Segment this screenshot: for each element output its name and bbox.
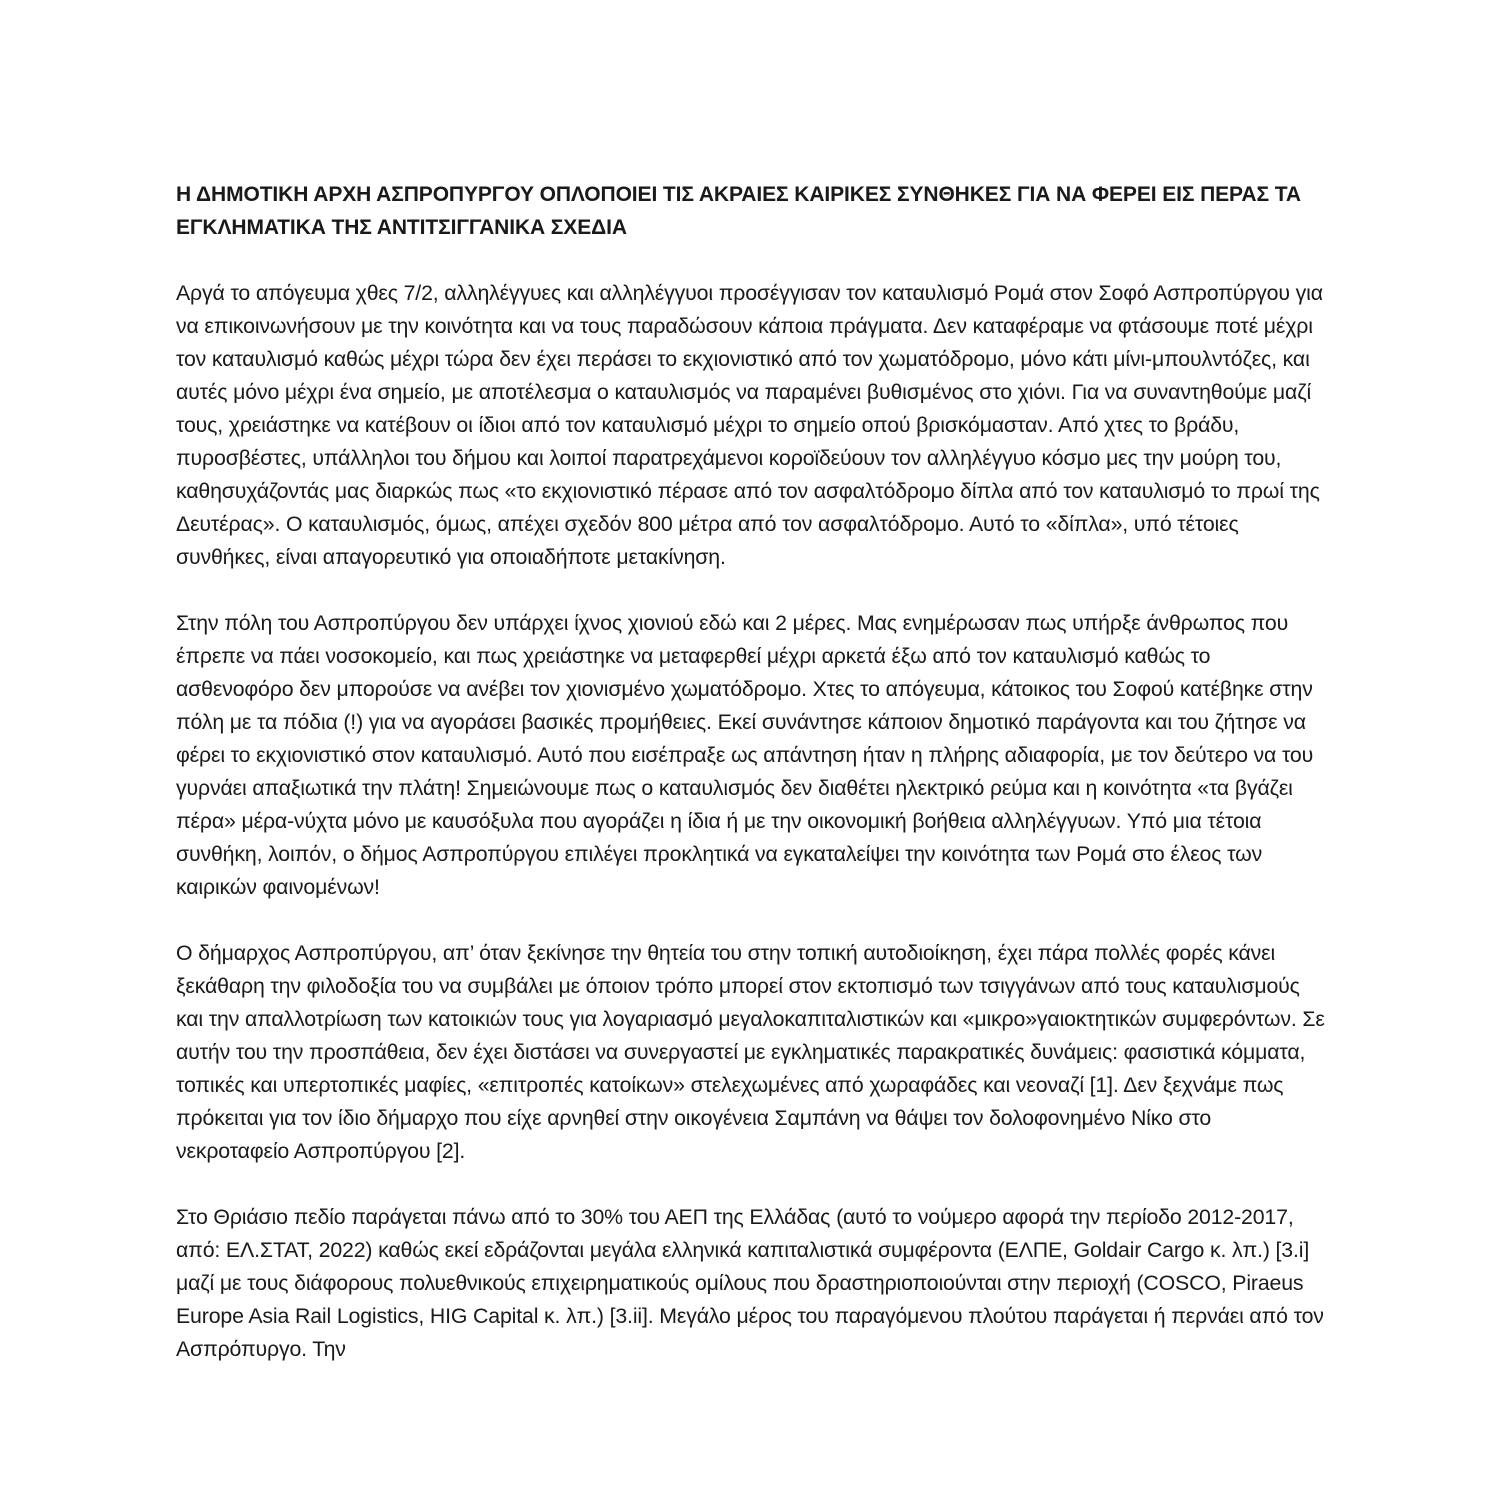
paragraph-4: Στο Θριάσιο πεδίο παράγεται πάνω από το 30% του ΑΕΠ της Ελλάδας (αυτό το νούμερο αφορά την περίοδο 2012-2017, από: ΕΛ.ΣΤΑΤ, 2022) καθώς εκεί εδράζονται μεγάλα ελληνικά καπιταλιστικά συμφέροντα (ΕΛΠΕ, Goldair Cargo κ. λπ.) [3.i] μαζί με τους διάφορους πολυεθνικούς επιχειρηματικούς ομίλους που δραστηριοποιούνται στην περιοχή (COSCO, Piraeus Europe Asia Rail Logistics, HIG Capital κ. λπ.) [3.ii]. Μεγάλο μέρος του παραγόμενου πλούτου παράγεται ή περνάει από τον Ασπρόπυργο. Την bbox=[176, 1205, 1324, 1361]
paragraph-2: Στην πόλη του Ασπροπύργου δεν υπάρχει ίχνος χιονιού εδώ και 2 μέρες. Μας ενημέρωσαν πως υπήρξε άνθρωπος που έπρεπε να πάει νοσοκομείο, και πως χρειάστηκε να μεταφερθεί μέχρι αρκετά έξω από τον καταυλισμό καθώς το ασθενοφόρο δεν μπορούσε να ανέβει τον χιονισμένο χωματόδρομο. Χτες το απόγευμα, κάτοικος του Σοφού κατέβηκε στην πόλη με τα πόδια (!) για να αγοράσει βασικές προμήθειες. Εκεί συνάντησε κάποιον δημοτικό παράγοντα και του ζήτησε να φέρει το εκχιονιστικό στον καταυλισμό. Αυτό που εισέπραξε ως απάντηση ήταν η πλήρης αδιαφορία, με τον δεύτερο να του γυρνάει απαξιωτικά την πλάτη! Σημειώνουμε πως ο καταυλισμός δεν διαθέτει ηλεκτρικό ρεύμα και η κοινότητα «τα βγάζει πέρα» μέρα-νύχτα μόνο με καυσόξυλα που αγοράζει η ίδια ή με την οικονομική βοήθεια αλληλέγγυων. Υπό μια τέτοια συνθήκη, λοιπόν, ο δήμος Ασπροπύργου επιλέγει προκλητικά να εγκαταλείψει την κοινότητα των Ρομά στο έλεος των καιρικών φαινομένων! bbox=[176, 611, 1314, 899]
document-title: Η ΔΗΜΟΤΙΚΗ ΑΡΧΗ ΑΣΠΡΟΠΥΡΓΟΥ ΟΠΛΟΠΟΙΕΙ ΤΙΣ ΑΚΡΑΙΕΣ ΚΑΙΡΙΚΕΣ ΣΥΝΘΗΚΕΣ ΓΙΑ ΝΑ ΦΕΡΕΙ ΕΙΣ ΠΕΡΑΣ ΤΑ ΕΓΚΛΗΜΑΤΙΚΑ ΤΗΣ ΑΝΤΙΤΣΙΓΓΑΝΙΚΑ ΣΧΕΔΙΑ bbox=[176, 183, 1301, 239]
paragraph-1: Αργά το απόγευμα χθες 7/2, αλληλέγγυες και αλληλέγγυοι προσέγγισαν τον καταυλισμό Ρομά στον Σοφό Ασπροπύργου για να επικοινωνήσουν με την κοινότητα και να τους παραδώσουν κάποια πράγματα. Δεν καταφέραμε να φτάσουμε ποτέ μέχρι τον καταυλισμό καθώς μέχρι τώρα δεν έχει περάσει το εκχιονιστικό από τον χωματόδρομο, μόνο κάτι μίνι-μπουλντόζες, και αυτές μόνο μέχρι ένα σημείο, με αποτέλεσμα ο καταυλισμός να παραμένει βυθισμένος στο χιόνι. Για να συναντηθούμε μαζί τους, χρειάστηκε να κατέβουν οι ίδιοι από τον καταυλισμό μέχρι το σημείο οπού βρισκόμασταν. Από χτες το βράδυ, πυροσβέστες, υπάλληλοι του δήμου και λοιποί παρατρεχάμενοι κοροϊδεύουν τον αλληλέγγυο κόσμο μες την μούρη του, καθησυχάζοντάς μας διαρκώς πως «το εκχιονιστικό πέρασε από τον ασφαλτόδρομο δίπλα από τον καταυλισμό το πρωί της Δευτέρας». Ο καταυλισμός, όμως, απέχει σχεδόν 800 μέτρα από τον ασφαλτόδρομο. Αυτό το «δίπλα», υπό τέτοιες συνθήκες, είναι απαγορευτικό για οποιαδήποτε μετακίνηση. bbox=[176, 281, 1323, 569]
paragraph-3: Ο δήμαρχος Ασπροπύργου, απ’ όταν ξεκίνησε την θητεία του στην τοπική αυτοδιοίκηση, έχει πάρα πολλές φορές κάνει ξεκάθαρη την φιλοδοξία του να συμβάλει με όποιον τρόπο μπορεί στον εκτοπισμό των τσιγγάνων από τους καταυλισμούς και την απαλλοτρίωση των κατοικιών τους για λογαριασμό μεγαλοκαπιταλιστικών και «μικρο»γαιοκτητικών συμφερόντων. Σε αυτήν του την προσπάθεια, δεν έχει διστάσει να συνεργαστεί με εγκληματικές παρακρατικές δυνάμεις: φασιστικά κόμματα, τοπικές και υπερτοπικές μαφίες, «επιτροπές κατοίκων» στελεχωμένες από χωραφάδες και νεοναζί [1]. Δεν ξεχνάμε πως πρόκειται για τον ίδιο δήμαρχο που είχε αρνηθεί στην οικογένεια Σαμπάνη να θάψει τον δολοφονημένο Νίκο στο νεκροταφείο Ασπροπύργου [2]. bbox=[176, 941, 1325, 1163]
document-body bbox=[176, 178, 1326, 1399]
